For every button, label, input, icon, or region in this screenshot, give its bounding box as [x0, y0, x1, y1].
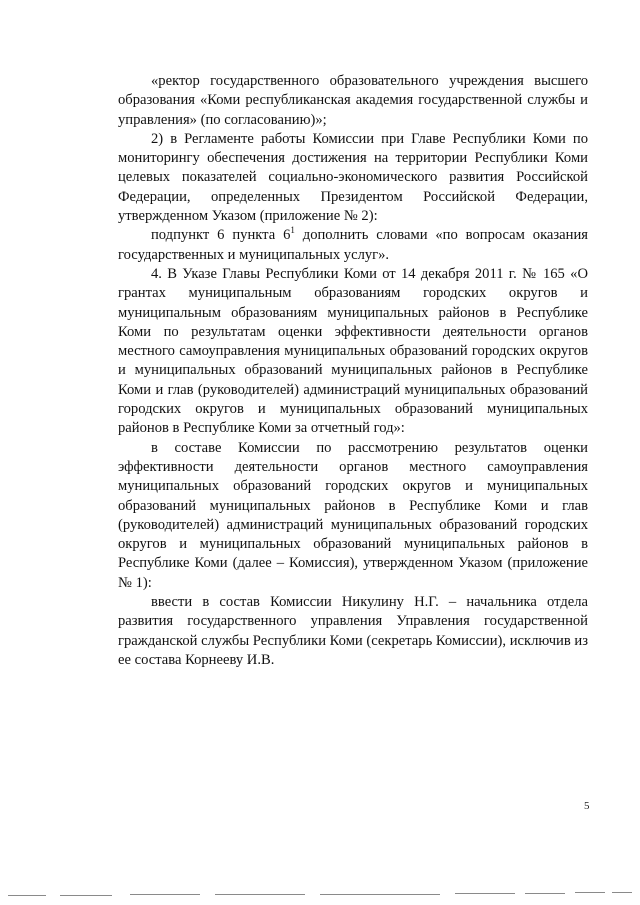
paragraph-commission-composition: в составе Комиссии по рассмотрению результатов оценки эффективности деятельности органов местного самоуправления муниципальных образований городских округов и муниципальных образований муниципальных районов в Республике Коми и глав (руководителей) администраций муниципальных образований городских округов и муниципальных образований муниципальных районов в Республике Коми (далее – Комиссия), утвержденном Указом (приложение № 1): — [118, 439, 588, 591]
subitem-superscript: 1 — [290, 225, 295, 236]
subitem-text-after: дополнить словами «по вопросам оказания государственных и муниципальных услуг». — [118, 227, 588, 263]
page-number: 5 — [584, 800, 590, 812]
document-body — [118, 72, 588, 670]
paragraph-subitem-6 — [118, 226, 588, 265]
paragraph-introduce-member: ввести в состав Комиссии Никулину Н.Г. – начальника отдела развития государственного управления Управления государственной гражданской службы Республики Коми (секретарь Комиссии), исключив из ее состава Корнееву И.В. — [118, 594, 588, 668]
subitem-text-before: подпункт 6 пункта 6 — [151, 227, 291, 244]
paragraph-decree-item-4: 4. В Указе Главы Республики Коми от 14 декабря 2011 г. № 165 «О грантах муниципальным образованиям городских округов и муниципальным образованиям муниципальных районов в Республике Коми по результатам оценки эффективности деятельности органов местного самоуправления муниципальных образований городских округов и муниципальных образований муниципальных районов в Республике Коми и глав (руководителей) администраций муниципальных образований городских округов и муниципальных образований муниципальных районов в Республике Коми за отчетный год»: — [118, 265, 588, 437]
scan-edge-artifact — [0, 889, 640, 905]
paragraph-rector-line: «ректор государственного образовательного учреждения высшего образования «Коми республиканская академия государственной службы и управления» (по согласованию)»; — [118, 73, 588, 128]
paragraph-regulation-item-2: 2) в Регламенте работы Комиссии при Главе Республики Коми по мониторингу обеспечения достижения на территории Республики Коми целевых показателей социально-экономического развития Российской Федерации, определенных Президентом Российской Федерации, утвержденном Указом (приложение № 2): — [118, 130, 588, 225]
